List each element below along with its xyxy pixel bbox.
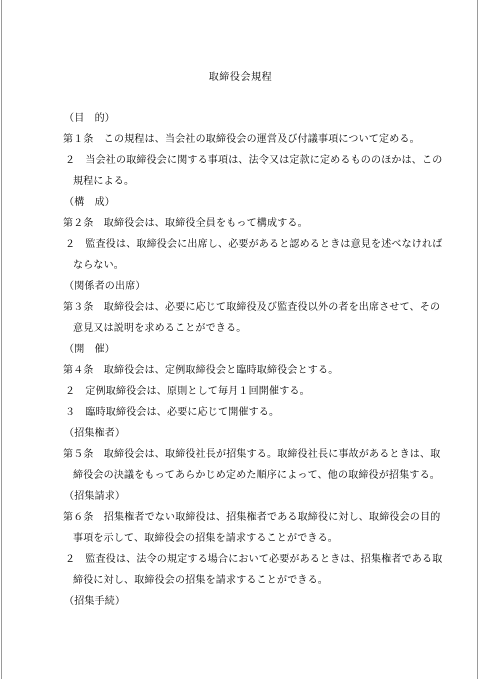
article-2-line-1: 第２条 取締役会は、取締役全員をもって構成する。 (63, 218, 308, 229)
article-3-line-2: 意見又は説明を求めることができる。 (73, 323, 247, 334)
article-6-line-1: 第６条 招集権者でない取締役は、招集権者である取締役に対し、取締役会の目的 (63, 512, 441, 523)
article-3-line-1: 第３条 取締役会は、必要に応じて取締役及び監査役以外の者を出席させて、その (63, 302, 441, 313)
heading-attendance: （関係者の出席） (64, 281, 146, 292)
article-6-para-2-line-2: 締役に対し、取締役会の招集を請求することができる。 (73, 575, 328, 586)
heading-convocation-procedure: （招集手続） (64, 596, 126, 607)
article-5-line-1: 第５条 取締役会は、取締役社長が招集する。取締役社長に事故があるときは、取 (63, 449, 441, 460)
article-1-para-2-line-1: ２ 当会社の取締役会に関する事項は、法令又は定款に定めるもののほかは、この (65, 155, 443, 166)
article-1-line-1: 第１条 この規程は、当会社の取締役会の運営及び付議事項について定める。 (63, 134, 420, 145)
heading-purpose: （目 的） (64, 113, 115, 124)
article-6-line-2: 事項を示して、取締役会の招集を請求することができる。 (73, 533, 338, 544)
heading-convocation-request: （招集請求） (64, 491, 126, 502)
article-4-para-2: ２ 定例取締役会は、原則として毎月１回開催する。 (65, 386, 310, 397)
article-2-para-2-line-2: ならない。 (73, 260, 124, 271)
document-title: 取締役会規程 (208, 72, 273, 83)
heading-holding: （開 催） (64, 344, 115, 355)
article-4-line-1: 第４条 取締役会は、定例取締役会と臨時取締役会とする。 (63, 365, 339, 376)
article-1-para-2-line-2: 規程による。 (73, 176, 135, 187)
document-page (1, 0, 478, 679)
article-2-para-2-line-1: ２ 監査役は、取締役会に出席し、必要があると認めるときは意見を述べなければ (65, 239, 443, 250)
heading-convener: （招集権者） (64, 428, 126, 439)
article-4-para-3: ３ 臨時取締役会は、必要に応じて開催する。 (65, 407, 280, 418)
article-5-line-2: 締役会の決議をもってあらかじめ定めた順序によって、他の取締役が招集する。 (73, 470, 440, 481)
heading-composition: （構 成） (64, 197, 115, 208)
article-6-para-2-line-1: ２ 監査役は、法令の規定する場合において必要があるときは、招集権者である取 (65, 554, 443, 565)
